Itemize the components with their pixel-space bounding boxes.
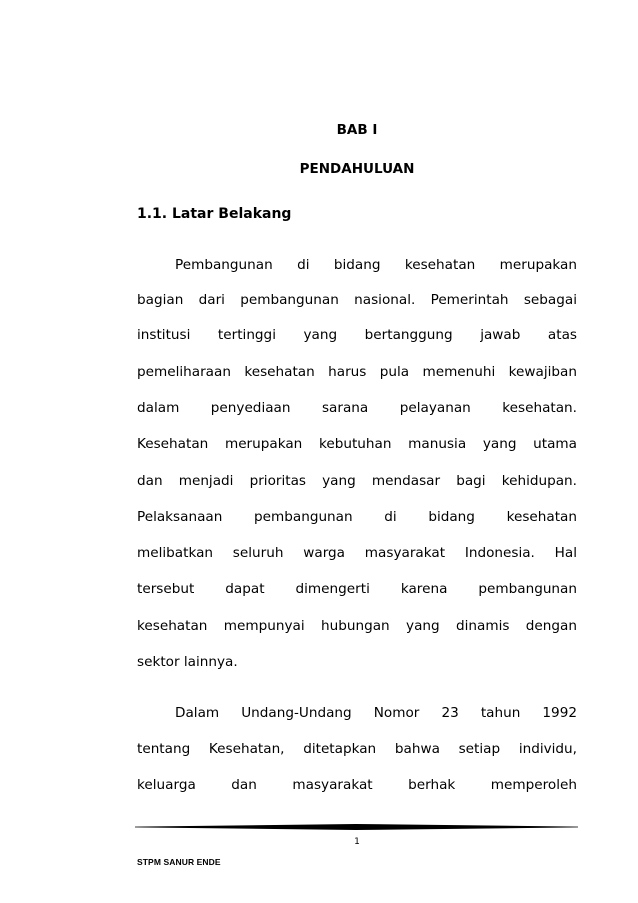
chapter-number: BAB I bbox=[336, 122, 378, 138]
paragraph-line: bagian dari pembangunan nasional. Pemerintah sebagai bbox=[137, 292, 577, 308]
paragraph-line: melibatkan seluruh warga masyarakat Indonesia. Hal bbox=[137, 545, 577, 561]
paragraph-line: Pembangunan di bidang kesehatan merupakan bbox=[175, 257, 577, 273]
paragraph-line: Pelaksanaan pembangunan di bidang kesehatan bbox=[137, 509, 577, 525]
footer-rule bbox=[135, 822, 578, 832]
paragraph-line: Dalam Undang-Undang Nomor 23 tahun 1992 bbox=[175, 705, 577, 721]
paragraph-line: dalam penyediaan sarana pelayanan kesehatan. bbox=[137, 400, 577, 416]
paragraph-line: keluarga dan masyarakat berhak memperoleh bbox=[137, 777, 577, 793]
chapter-title: PENDAHULUAN bbox=[299, 161, 415, 177]
paragraph-line: tentang Kesehatan, ditetapkan bahwa setiap individu, bbox=[137, 741, 577, 757]
paragraph-line: dan menjadi prioritas yang mendasar bagi kehidupan. bbox=[137, 473, 577, 489]
paragraph-line: Kesehatan merupakan kebutuhan manusia yang utama bbox=[137, 436, 577, 452]
paragraph-line: pemeliharaan kesehatan harus pula memenuhi kewajiban bbox=[137, 364, 577, 380]
section-heading: 1.1. Latar Belakang bbox=[137, 206, 292, 222]
footer-institution: STPM SANUR ENDE bbox=[137, 857, 221, 867]
paragraph-line: kesehatan mempunyai hubungan yang dinamis dengan bbox=[137, 618, 577, 634]
paragraph-line: institusi tertinggi yang bertanggung jawab atas bbox=[137, 327, 577, 343]
paragraph-line: sektor lainnya. bbox=[137, 654, 238, 670]
paragraph-line: tersebut dapat dimengerti karena pembangunan bbox=[137, 581, 577, 597]
page-number: 1 bbox=[354, 837, 360, 847]
